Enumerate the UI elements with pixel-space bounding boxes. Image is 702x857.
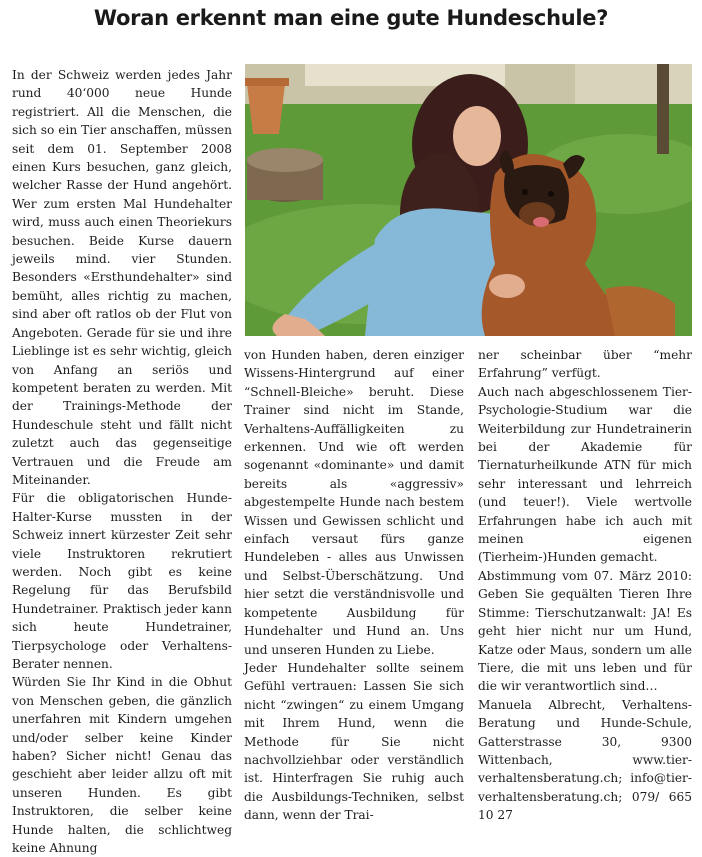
article-column-2 [244,346,464,825]
author-contact: Manuela Albrecht, Verhaltens-Beratung und Hunde-Schule, Gatterstrasse 30, 9300 Wittenbach, www.tier-verhaltensberatung.ch; info@tier-verhaltensberatung.ch; 079/ 665 10 27 [478,697,692,823]
paragraph: von Hunden haben, deren einziger Wissens-Hintergrund auf einer “Schnell-Bleiche» beruht. Diese Trainer sind nicht im Stande, Verhaltens-Auffälligkeiten zu erkennen. Und wie oft werden sogenannt «dominante» und damit bereits als «aggressiv» abgestempelte Hunde nach bestem Wissen und Gewissen schlicht und einfach versaut fürs ganze Hundeleben - alles aus Unwissen und Selbst-Überschätzung. Und hier setzt die verständnisvolle und kompetente Ausbildung für Hundehalter und Hund an. Uns und unseren Hunden zu Liebe. [244,348,464,657]
woman-with-dog-photo [245,64,692,336]
article-column-3 [478,346,692,825]
paragraph: Würden Sie Ihr Kind in die Obhut von Menschen geben, die gänzlich unerfahren mit Kindern umgehen und/oder selber keine Kinder haben? Sicher nicht! Genau das geschieht aber leider allzu oft mit unseren Hunden. Es gibt Instruktoren, die selber keine Hunde halten, die schlichtweg keine Ahnung [12,675,232,856]
paragraph: Für die obligatorischen Hunde-Halter-Kurse mussten in der Schweiz innert kürzester Zeit sehr viele Instruktoren rekrutiert werden. Noch gibt es keine Regelung für das Berufsbild Hundetrainer. Praktisch jeder kann sich heute Hundetrainer, Tierpsychologe oder Verhaltens-Berater nennen. [12,491,232,671]
paragraph: Abstimmung vom 07. März 2010: Geben Sie gequälten Tieren Ihre Stimme: Tierschutzanwalt: JA! Es geht hier nicht nur um Hund, Katze oder Maus, sondern um alle Tiere, die mit uns leben und für die wir verantwortlich sind… [478,568,692,694]
article-headline: Woran erkennt man eine gute Hundeschule? [93,6,609,30]
article-column-1 [12,66,232,857]
paragraph: Jeder Hundehalter sollte seinem Gefühl vertrauen: Lassen Sie sich nicht “zwingen“ zu einem Umgang mit Ihrem Hund, wenn die Methode für Sie nicht nachvollziehbar oder verständlich ist. Hinterfragen Sie ruhig auch die Ausbildungs-Techniken, selbst dann, wenn der Trai- [244,660,464,823]
paragraph: ner scheinbar über “mehr Erfahrung” verfügt. [478,348,692,381]
paragraph: Auch nach abgeschlossenem Tier-Psychologie-Studium war die Weiterbildung zur Hundetrainerin bei der Akademie für Tiernaturheilkunde ATN für mich sehr interessant und lehrreich (und teuer!). Viele wertvolle Erfahrungen habe ich auch mit meinen eigenen (Tierheim-)Hunden gemacht. [478,384,692,565]
paragraph: In der Schweiz werden jedes Jahr rund 40‘000 neue Hunde registriert. All die Menschen, die sich so ein Tier anschaffen, müssen seit dem 01. September 2008 einen Kurs besuchen, ganz gleich, welcher Rasse der Hund angehört. Wer zum ersten Mal Hundehalter wird, muss auch einen Theoriekurs besuchen. Beide Kurse dauern jeweils mind. vier Stunden. Besonders «Ersthundehalter» sind bemüht, alles richtig zu machen, sind aber oft ratlos ob der Flut von Angeboten. Gerade für sie und ihre Lieblinge ist es sehr wichtig, gleich von Anfang an seriös und kompetent beraten zu werden. Mit der Trainings-Methode der Hundeschule steht und fällt nicht zuletzt auch das gegenseitige Vertrauen und die Freude am Miteinander. [12,68,232,487]
